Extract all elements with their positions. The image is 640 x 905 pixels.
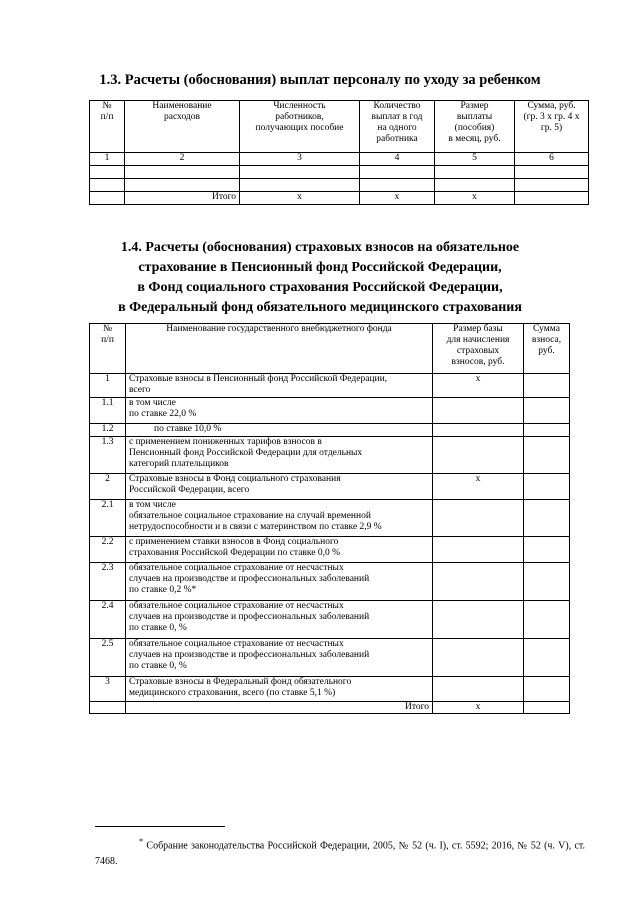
row-name: в том числе обязательное социальное страхование на случай временной нетрудоспособности и в связи с материнством по ставке 2,9 %: [126, 500, 433, 537]
row-number: 3: [90, 677, 126, 702]
row-name: обязательное социальное страхование от несчастных случаев на производстве и профессиональных заболеваний по ставке 0,2 %*: [126, 563, 433, 601]
row-sum: [524, 563, 570, 601]
row-name: по ставке 10,0 %: [126, 424, 433, 437]
row-base: [433, 639, 524, 677]
row-name: обязательное социальное страхование от несчастных случаев на производстве и профессиональных заболеваний по ставке 0, %: [126, 601, 433, 639]
insurance-table: [89, 323, 570, 714]
row-sum: [524, 677, 570, 702]
section-1-3-title: 1.3. Расчеты (обоснования) выплат персоналу по уходу за ребенком: [99, 72, 541, 88]
row-number: 1: [90, 374, 126, 398]
table-row: [90, 639, 570, 677]
header-num: № п/п: [90, 101, 125, 153]
row-name: в том числе по ставке 22,0 %: [126, 398, 433, 424]
row-sum: [524, 537, 570, 563]
row-base: [433, 437, 524, 474]
total-mark: x: [360, 192, 435, 205]
table-row: [90, 166, 589, 179]
column-number-row: [90, 153, 589, 166]
row-sum: [524, 374, 570, 398]
row-base: [433, 424, 524, 437]
total-label: Итого: [126, 702, 433, 714]
row-sum: [524, 500, 570, 537]
table-row: [90, 474, 570, 500]
header-num: № п/п: [90, 324, 126, 374]
table-header-row: [90, 101, 589, 153]
row-name: с применением пониженных тарифов взносов в Пенсионный фонд Российской Федерации для отдельных категорий плательщиков: [126, 437, 433, 474]
total-row: [90, 702, 570, 714]
table-row: [90, 537, 570, 563]
table-row: [90, 374, 570, 398]
col-number: 2: [125, 153, 240, 166]
footnote: [95, 834, 585, 870]
row-base: [433, 398, 524, 424]
table-row: [90, 437, 570, 474]
row-number: 2.5: [90, 639, 126, 677]
table-row: [90, 424, 570, 437]
table-row: [90, 601, 570, 639]
row-name: Страховые взносы в Фонд социального страхования Российской Федерации, всего: [126, 474, 433, 500]
col-number: 4: [360, 153, 435, 166]
footnote-divider: [95, 826, 225, 827]
table-row: [90, 398, 570, 424]
table-header-row: [90, 324, 570, 374]
row-sum: [524, 601, 570, 639]
row-name: с применением ставки взносов в Фонд социального страхования Российской Федерации по ставке 0,0 %: [126, 537, 433, 563]
header-count: Численность работников, получающих пособие: [240, 101, 360, 153]
table-row: [90, 179, 589, 192]
col-number: 5: [435, 153, 515, 166]
section-1-4-title: [0, 238, 640, 318]
row-number: 2.4: [90, 601, 126, 639]
title-line: в Фонд социального страхования Российской Федерации,: [137, 280, 503, 295]
row-base: [433, 601, 524, 639]
row-sum: [524, 398, 570, 424]
col-number: 6: [515, 153, 589, 166]
header-amount: Размер выплаты (пособия) в месяц, руб.: [435, 101, 515, 153]
row-number: 2: [90, 474, 126, 500]
title-line: 1.4. Расчеты (обоснования) страховых взносов на обязательное: [120, 240, 520, 255]
row-number: 2.3: [90, 563, 126, 601]
row-sum: [524, 639, 570, 677]
row-sum: [524, 424, 570, 437]
table-row: [90, 563, 570, 601]
row-base: [433, 563, 524, 601]
header-name: Наименование расходов: [125, 101, 240, 153]
header-sum: Сумма, руб. (гр. 3 x гр. 4 x гр. 5): [515, 101, 589, 153]
row-name: Страховые взносы в Пенсионный фонд Российской Федерации, всего: [126, 374, 433, 398]
row-number: 1.3: [90, 437, 126, 474]
row-base: [433, 537, 524, 563]
total-label: Итого: [125, 192, 240, 205]
col-number: 1: [90, 153, 125, 166]
total-row: [90, 192, 589, 205]
total-mark: x: [240, 192, 360, 205]
row-number: 2.2: [90, 537, 126, 563]
footnote-marker: *: [139, 837, 144, 846]
row-base: [433, 500, 524, 537]
total-mark: x: [433, 702, 524, 714]
table-row: [90, 500, 570, 537]
footnote-text: Собрание законодательства Российской Федерации, 2005, № 52 (ч. I), ст. 5592; 2016, № 52 (ч. V), ст. 7468.: [95, 840, 585, 868]
row-name: Страховые взносы в Федеральный фонд обязательного медицинского страхования, всего (по ставке 5,1 %): [126, 677, 433, 702]
table-row: [90, 677, 570, 702]
col-number: 3: [240, 153, 360, 166]
header-base: Размер базы для начисления страховых взносов, руб.: [433, 324, 524, 374]
row-name: обязательное социальное страхование от несчастных случаев на производстве и профессиональных заболеваний по ставке 0, %: [126, 639, 433, 677]
title-line: страхование в Пенсионный фонд Российской Федерации,: [138, 260, 502, 275]
row-base: x: [433, 474, 524, 500]
row-number: 1.1: [90, 398, 126, 424]
title-line: в Федеральный фонд обязательного медицинского страхования: [118, 300, 522, 315]
row-base: [433, 677, 524, 702]
row-sum: [524, 437, 570, 474]
total-mark: x: [435, 192, 515, 205]
header-contribution: Сумма взноса, руб.: [524, 324, 570, 374]
payments-table: [89, 100, 589, 205]
row-number: 1.2: [90, 424, 126, 437]
header-payments: Количество выплат в год на одного работника: [360, 101, 435, 153]
row-sum: [524, 474, 570, 500]
header-fund: Наименование государственного внебюджетного фонда: [126, 324, 433, 374]
row-number: 2.1: [90, 500, 126, 537]
row-base: x: [433, 374, 524, 398]
